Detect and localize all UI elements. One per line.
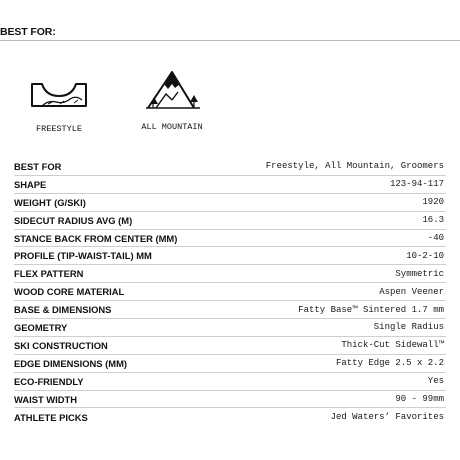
spec-key: EDGE DIMENSIONS (MM) [14, 357, 128, 369]
spec-row-sidecut [14, 212, 446, 230]
spec-value: Jed Waters’ Favorites [330, 412, 444, 423]
freestyle-label: FREESTYLE [36, 124, 82, 134]
spec-row-construction [14, 337, 446, 355]
freestyle-terrain-icon [30, 80, 88, 110]
all-mountain-label: ALL MOUNTAIN [141, 122, 203, 132]
spec-row-stance [14, 230, 446, 248]
spec-row-best-for [14, 158, 446, 176]
spec-value: Fatty Edge 2.5 x 2.2 [335, 358, 444, 369]
spec-value: Fatty Base™ Sintered 1.7 mm [298, 304, 444, 315]
spec-key: SIDECUT RADIUS AVG (M) [14, 214, 133, 226]
spec-row-core [14, 283, 446, 301]
spec-key: ATHLETE PICKS [14, 411, 88, 423]
spec-row-shape [14, 176, 446, 194]
best-for-all-mountain [135, 68, 209, 132]
spec-row-base [14, 301, 446, 319]
spec-key: WAIST WIDTH [14, 393, 78, 405]
spec-value: 90 - 99mm [395, 394, 444, 405]
best-for-freestyle [22, 80, 96, 134]
spec-value: Symmetric [395, 268, 444, 279]
spec-value: 123-94-117 [389, 179, 444, 190]
spec-value: 10-2-10 [406, 250, 444, 261]
spec-key: SHAPE [14, 178, 47, 190]
spec-key: SKI CONSTRUCTION [14, 339, 108, 351]
spec-value: Yes [427, 376, 444, 387]
spec-key: WOOD CORE MATERIAL [14, 286, 125, 298]
spec-row-waist [14, 391, 446, 409]
spec-row-edge [14, 355, 446, 373]
spec-row-flex [14, 265, 446, 283]
spec-key: STANCE BACK FROM CENTER (MM) [14, 232, 178, 244]
spec-value: 1920 [422, 197, 444, 208]
spec-key: PROFILE (TIP-WAIST-TAIL) MM [14, 250, 152, 262]
spec-key: BEST FOR [14, 160, 62, 172]
mountain-icon [142, 68, 202, 112]
spec-row-eco [14, 373, 446, 391]
spec-value: Aspen Veener [379, 286, 444, 297]
spec-value: Thick-Cut Sidewall™ [341, 340, 444, 351]
spec-row-athlete [14, 408, 446, 426]
spec-table [14, 158, 446, 426]
spec-value: Freestyle, All Mountain, Groomers [265, 161, 444, 172]
spec-value: -40 [427, 233, 444, 243]
spec-row-profile [14, 247, 446, 265]
section-divider [0, 40, 460, 41]
spec-key: WEIGHT (G/SKI) [14, 196, 86, 208]
spec-row-weight [14, 194, 446, 212]
spec-value: 16.3 [422, 215, 444, 226]
best-for-heading: BEST FOR: [0, 26, 56, 38]
spec-key: BASE & DIMENSIONS [14, 304, 112, 316]
spec-key: ECO-FRIENDLY [14, 375, 84, 387]
spec-key: GEOMETRY [14, 321, 68, 333]
spec-key: FLEX PATTERN [14, 268, 84, 280]
spec-value: Single Radius [373, 322, 444, 333]
spec-row-geometry [14, 319, 446, 337]
